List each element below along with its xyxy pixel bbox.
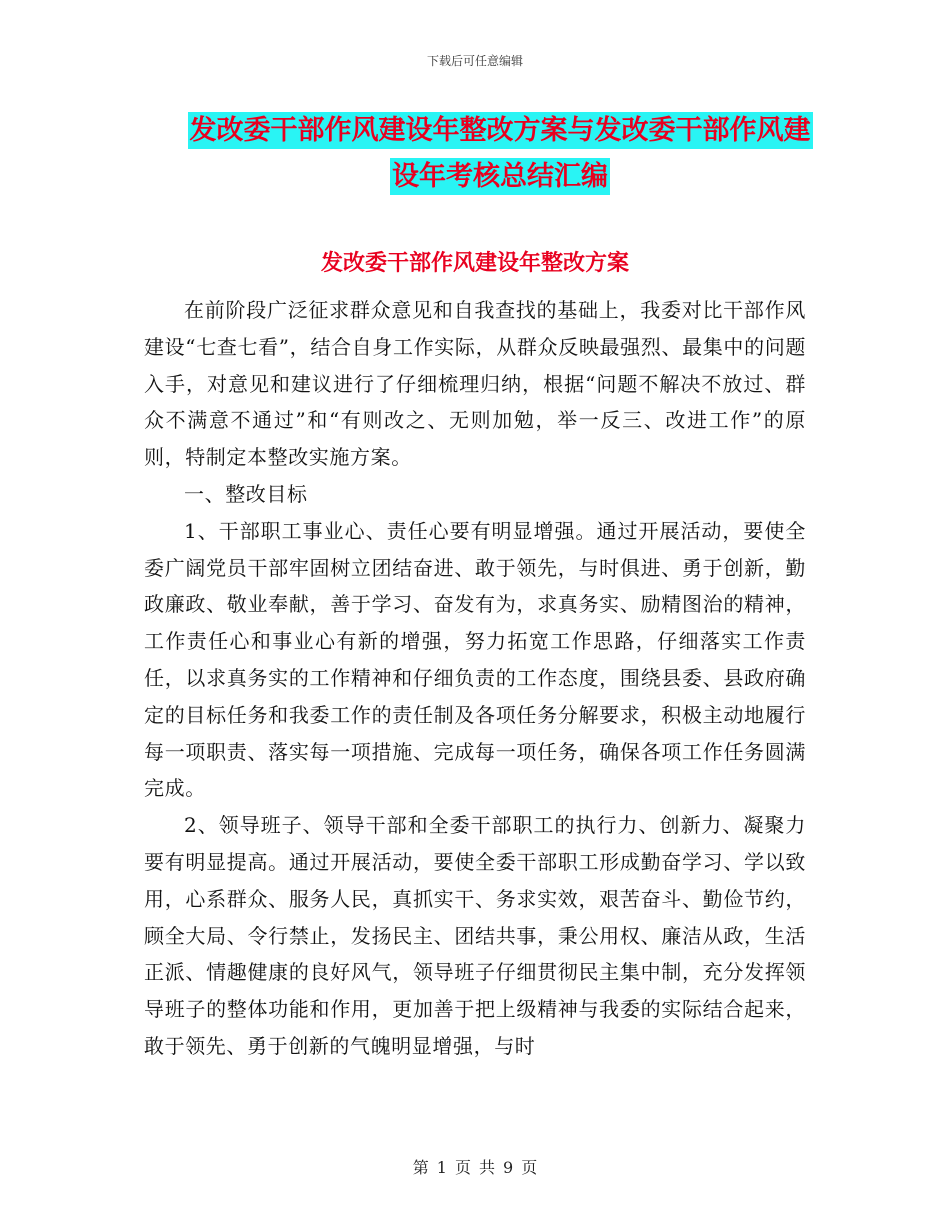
section-title: 发改委干部作风建设年整改方案 xyxy=(320,251,629,276)
footer-total-suffix: 页 xyxy=(521,1158,538,1177)
document-body xyxy=(144,292,806,1065)
main-title-line-2: 设年考核总结汇编 xyxy=(390,158,610,195)
paragraph-goal-1: 1、干部职工事业心、责任心要有明显增强。通过开展活动，要使全委广阔党员干部牢固树立团结奋进、敢于领先，与时俱进、勇于创新，勤政廉政、敬业奉献，善于学习、奋发有为，求真务实、励精图治的精神，工作责任心和事业心有新的增强，努力拓宽工作思路，仔细落实工作责任，以求真务实的工作精神和仔细负责的工作态度，围绕县委、县政府确定的目标任务和我委工作的责任制及各项任务分解要求，积极主动地履行每一项职责、落实每一项措施、完成每一项任务，确保各项工作任务圆满完成。 xyxy=(144,518,806,801)
main-title-line-1: 发改委干部作风建设年整改方案与发改委干部作风建 xyxy=(188,112,813,149)
footer-total-prefix: 共 xyxy=(479,1158,496,1177)
footer-page-prefix: 第 xyxy=(412,1158,429,1177)
paragraph-intro: 在前阶段广泛征求群众意见和自我查找的基础上，我委对比干部作风建设“七查七看”，结合自身工作实际，从群众反映最强烈、最集中的问题入手，对意见和建议进行了仔细梳理归纳，根据“问题不解决不放过、群众不满意不通过”和“有则改之、无则加勉，举一反三、改进工作”的原则，特制定本整改实施方案。 xyxy=(144,298,806,470)
footer-page-mid: 页 xyxy=(454,1158,471,1177)
footer-total-pages: 9 xyxy=(503,1158,514,1177)
footer-current-page: 1 xyxy=(436,1158,447,1177)
header-note: 下载后可任意编辑 xyxy=(426,54,523,68)
paragraph-goal-2: 2、领导班子、领导干部和全委干部职工的执行力、创新力、凝聚力要有明显提高。通过开展活动，要使全委干部职工形成勤奋学习、学以致用，心系群众、服务人民，真抓实干、务求实效，艰苦奋斗、勤俭节约，顾全大局、令行禁止，发扬民主、团结共事，秉公用权、廉洁从政，生活正派、情趣健康的良好风气，领导班子仔细贯彻民主集中制，充分发挥领导班子的整体功能和作用，更加善于把上级精神与我委的实际结合起来，敢于领先、勇于创新的气魄明显增强，与时 xyxy=(144,813,806,1058)
paragraph-heading-goals: 一、整改目标 xyxy=(184,481,308,506)
page-footer xyxy=(0,1155,950,1178)
document-main-title xyxy=(140,108,860,200)
